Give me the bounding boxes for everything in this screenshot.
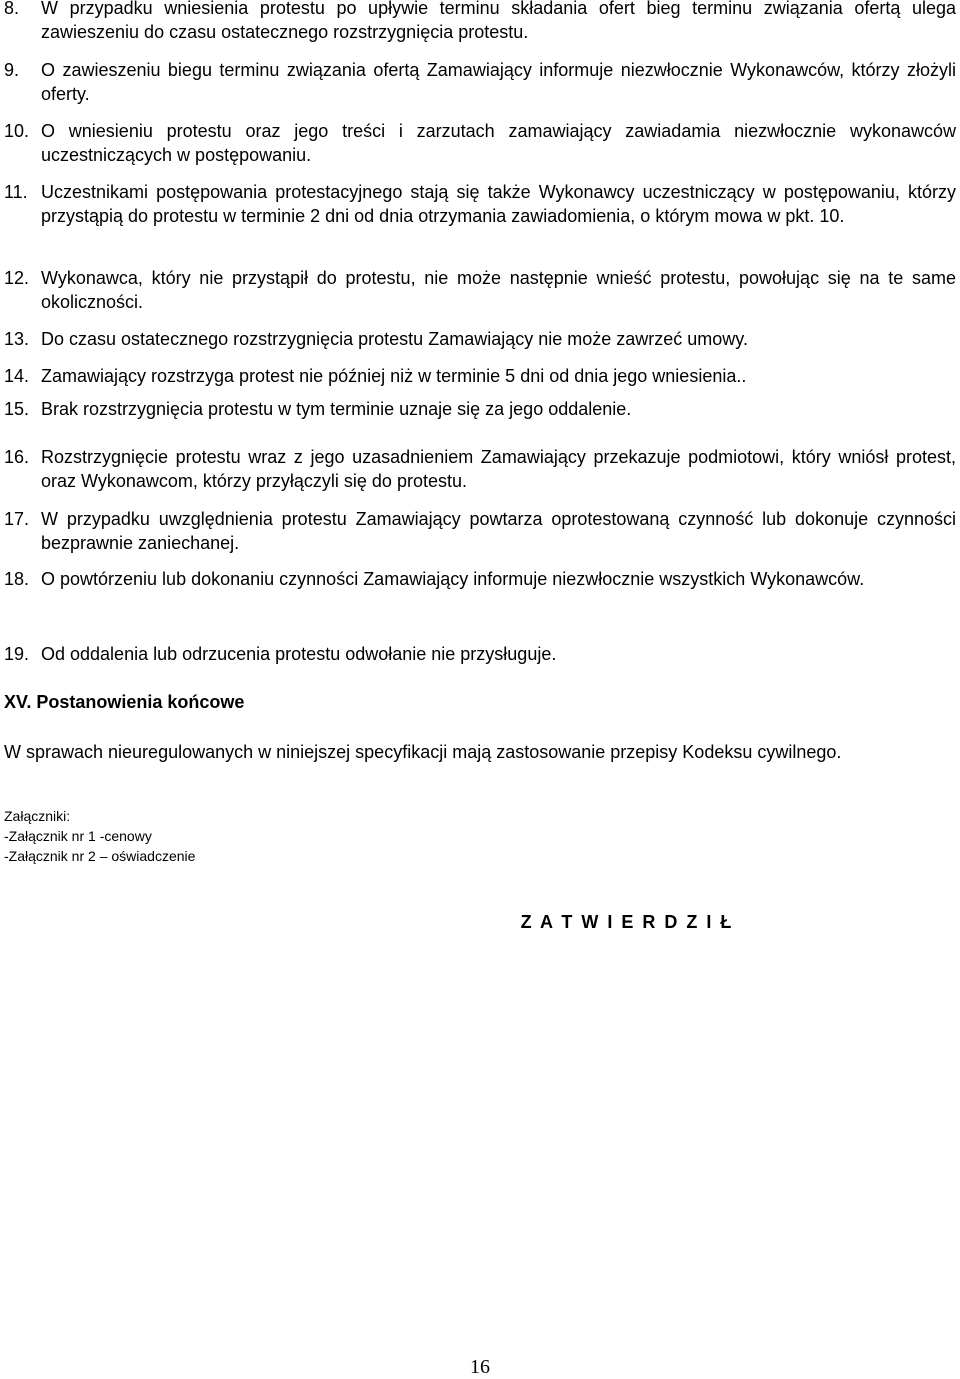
list-item — [4, 0, 956, 44]
list-item-text: Brak rozstrzygnięcia protestu w tym terminie uznaje się za jego oddalenie. — [41, 399, 632, 419]
attachments-list — [4, 806, 195, 866]
list-item-text: Wykonawca, który nie przystąpił do protestu, nie może następnie wnieść protestu, powołując się na te same okoliczności. — [41, 268, 956, 312]
list-item — [4, 119, 956, 167]
attachments-heading: Załączniki: — [4, 808, 71, 824]
list-item-number: 16. — [4, 447, 30, 467]
list-item-number: 8. — [4, 0, 20, 18]
list-item-number: 17. — [4, 509, 30, 529]
page-number: 16 — [470, 1356, 490, 1378]
list-item-text: Do czasu ostatecznego rozstrzygnięcia protestu Zamawiający nie może zawrzeć umowy. — [41, 329, 748, 349]
list-item — [4, 567, 956, 591]
list-item-number: 9. — [4, 60, 20, 80]
attachment-item: -Załącznik nr 1 -cenowy — [4, 828, 152, 844]
list-item-number: 15. — [4, 399, 30, 419]
list-item-number: 12. — [4, 268, 30, 288]
list-item-text: O wniesieniu protestu oraz jego treści i zarzutach zamawiający zawiadamia niezwłocznie wykonawców uczestniczących w postępowaniu. — [41, 121, 956, 165]
list-item-number: 10. — [4, 121, 30, 141]
list-item-text: O zawieszeniu biegu terminu związania ofertą Zamawiający informuje niezwłocznie Wykonawców, którzy złożyli oferty. — [41, 60, 956, 104]
list-item-text: Zamawiający rozstrzyga protest nie później niż w terminie 5 dni od dnia jego wniesienia.. — [41, 366, 747, 386]
list-item-text: Rozstrzygnięcie protestu wraz z jego uzasadnieniem Zamawiający przekazuje podmiotowi, który wniósł protest, oraz Wykonawcom, którzy przyłączyli się do protestu. — [41, 447, 956, 491]
list-item — [4, 642, 956, 666]
list-item — [4, 266, 956, 314]
list-item — [4, 397, 956, 421]
list-item-number: 18. — [4, 569, 30, 589]
list-item — [4, 180, 956, 228]
list-item — [4, 364, 956, 388]
list-item — [4, 445, 956, 493]
list-item-text: Uczestnikami postępowania protestacyjnego stają się także Wykonawcy uczestniczący w postępowaniu, którzy przystąpią do protestu w terminie 2 dni od dnia otrzymania zawiadomienia, o którym mowa w pkt. 10. — [41, 182, 956, 226]
closing-paragraph: W sprawach nieuregulowanych w niniejszej specyfikacji mają zastosowanie przepisy Kodeksu cywilnego. — [4, 742, 842, 762]
list-item-number: 13. — [4, 329, 30, 349]
list-item-number: 19. — [4, 644, 30, 664]
list-item — [4, 327, 956, 351]
list-item-number: 14. — [4, 366, 30, 386]
approval-heading: Z A T W I E R D Z I Ł — [520, 912, 734, 932]
attachment-item: -Załącznik nr 2 – oświadczenie — [4, 848, 196, 864]
list-item-number: 11. — [4, 182, 28, 202]
section-title: XV. Postanowienia końcowe — [4, 692, 245, 712]
list-item-text: O powtórzeniu lub dokonaniu czynności Zamawiający informuje niezwłocznie wszystkich Wykonawców. — [41, 569, 865, 589]
list-item-text: Od oddalenia lub odrzucenia protestu odwołanie nie przysługuje. — [41, 644, 557, 664]
list-item — [4, 58, 956, 106]
list-item — [4, 507, 956, 555]
list-item-text: W przypadku wniesienia protestu po upływie terminu składania ofert bieg terminu związania ofertą ulega zawieszeniu do czasu ostatecznego rozstrzygnięcia protestu. — [41, 0, 956, 42]
list-item-text: W przypadku uwzględnienia protestu Zamawiający powtarza oprotestowaną czynność lub dokonuje czynności bezprawnie zaniechanej. — [41, 509, 956, 553]
